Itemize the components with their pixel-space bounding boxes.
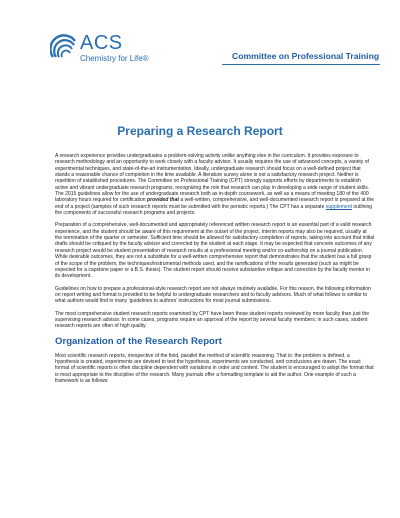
logo-acs-text: ACS <box>80 32 123 54</box>
intro-paragraph-3: Guidelines on how to prepare a professional-style research report are not always routinely available. For this reason, the following information on report writing and format is provided to be helpful to undergraduate researchers and to faculty advisors. Much of what follows is similar to what authors would find in many ‘guidelines to authors’ instructions for most journal submissions. <box>55 285 371 305</box>
acs-logo-mark-icon <box>50 32 78 60</box>
intro-p1-text: A research experience provides undergraduates a problem-solving activity unlike anything else in the curriculum. It provides exposure to research methodology and an opportunity to work closely with a faculty advisor. It usually requires the use of advanced concepts, a variety of experimental techniques, and state-of-the-art instrumentation. Ideally, undergraduate research should focus on a well-defined project that stands a reasonable chance of completion in the time available. A literature survey alone is not a satisfactory research project. Neither is repetition of established procedures. The Committee on Professional Training (CPT) strongly supports efforts by departments to establish active and vibrant undergraduate research programs, recognizing the role that research can play in developing a wide range of student skills. The 2015 guidelines allow for the use of undergraduate research both as in-depth coursework, as well as a means of meeting 180 of the 400 laboratory hours required for certification <box>55 153 370 204</box>
page-title: Preparing a Research Report <box>117 124 283 138</box>
supplement-link[interactable]: supplement <box>325 203 352 210</box>
section-heading: Organization of the Research Report <box>55 335 222 347</box>
acs-logo[interactable] <box>50 32 160 76</box>
page-header <box>0 0 400 80</box>
intro-p1-end: outlining the components of successful research programs and projects. <box>55 203 373 217</box>
section-paragraph-1: Most scientific research reports, irrespective of the field, parallel the method of scientific reasoning. That is: the problem is defined, a hypothesis is created, experiments are devised to test the hypothesis, experiments are conducted, and conclusions are drawn. The exact format of scientific reports is often discipline dependent with variations in order and content. The student is encouraged to adopt the format that is most appropriate to the discipline of the research. Many journals offer a formatting template to aid the author. One example of such a framework is as follows: <box>55 352 374 384</box>
intro-p1-emphasis: provided that <box>147 197 179 204</box>
intro-paragraph-1 <box>55 153 375 216</box>
intro-paragraph-2: Preparation of a comprehensive, well-documented and appropriately referenced written research report is an essential part of a valid research experience, and the student should be aware of this requirement at the outset of the project. Interim reports may also be required, usually at the termination of the quarter or semester. Sufficient time should be allowed for satisfactory completion of reports, taking into account that initial drafts should be critiqued by the faculty advisor and corrected by the student at each stage. It may be expected that concrete outcomes of any research project would be student presentation of research results at a professional meeting and/or co-authorship on a journal publication. While desirable outcomes, they are not a substitute for a well-written comprehensive report that demonstrates that the student has a full grasp of the scope of the problem, the techniques/instrumental methods used, and the ramifications of the results generated (such as might be expected for a capstone paper or a B.S. thesis). The student report should receive substantive critique and correction by the faculty mentor in its development. <box>55 222 375 280</box>
committee-title: Committee on Professional Training <box>232 51 380 61</box>
header-divider <box>222 64 380 65</box>
intro-paragraph-4: The most comprehensive student research reports examined by CPT have been those student reports reviewed by more faculty than just the supervising research advisor. In some cases, programs require an approval of the report by several faculty members; in such cases, student research reports are often of high quality. <box>55 310 370 330</box>
intro-p1-after: a well-written, comprehensive, and well-documented research report is prepared at the end of a project (samples of such research reports must be submitted with the periodic reports.) The CPT has a separate <box>55 197 374 210</box>
logo-tagline: Chemistry for Life® <box>80 54 149 63</box>
document-body <box>55 153 375 390</box>
